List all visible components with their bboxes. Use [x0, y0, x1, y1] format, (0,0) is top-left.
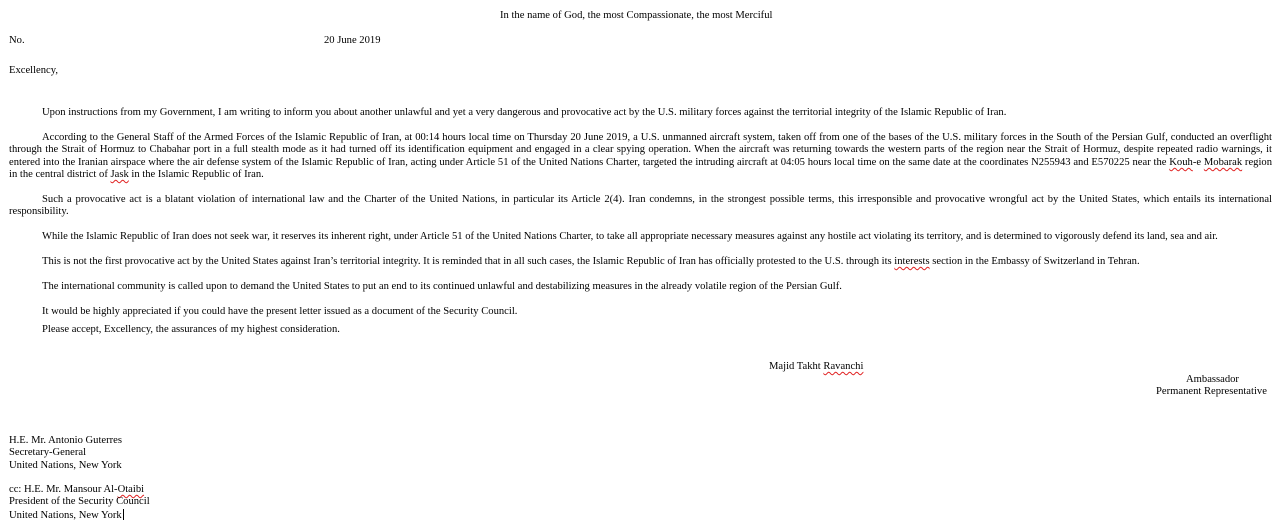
- invocation: In the name of God, the most Compassionate, the most Merciful: [500, 10, 773, 21]
- paragraph-4: While the Islamic Republic of Iran does not seek war, it reserves its inherent right, under Article 51 of the United Nations Charter, to take all appropriate necessary measures against any hostile act violating its territory, and is determined to vigorously defend its land, sea and air.: [42, 231, 1218, 242]
- misspelled-word: interests: [894, 256, 930, 267]
- paragraph-6: The international community is called upon to demand the United States to put an end to its continued unlawful and destabilizing measures in the already volatile region of the Persian Gulf.: [42, 281, 842, 292]
- addressee-block: [9, 435, 122, 472]
- misspelled-word: Mobarak: [1203, 156, 1243, 168]
- paragraph-8: Please accept, Excellency, the assurances of my highest consideration.: [42, 324, 340, 335]
- number-label: No.: [9, 35, 25, 46]
- cc-name: [9, 484, 150, 496]
- cc-name-a: cc: H.E. Mr. Mansour Al-: [9, 484, 118, 495]
- salutation: Excellency,: [9, 65, 59, 76]
- paragraph-1: Upon instructions from my Government, I am writing to inform you about another unlawful and yet a very dangerous and provocative act by the U.S. military forces against the territorial integrity of the Islamic Republic of Iran.: [42, 107, 1007, 118]
- paragraph-3: Such a provocative act is a blatant violation of international law and the Charter of the United Nations, in particular its Article 2(4). Iran condemns, in the strongest possible terms, this irresponsible and provocative wrongful act by the United States, which entails its international responsibility.: [9, 194, 1272, 218]
- paragraph-2-text-a: According to the General Staff of the Armed Forces of the Islamic Republic of Iran, at 00:14 hours local time on Thursday 20 June 2019, a U.S. unmanned aircraft system, taken off from one of the bases of the U.S. military forces in the South of the Persian Gulf, conducted an overflight through the Strait of Hormuz to Chabahar port in a full stealth mode as it had turned off its identification equipment and engaged in a clear spying operation. When the aircraft was returning towards the western parts of the region near the Strait of Hormuz, despite repeated radio warnings, it entered into the Iranian airspace where the air defense system of the Islamic Republic of Iran, acting under Article 51 of the United Nations Charter, targeted the intruding aircraft at 04:05 hours local time on the same date at the coordinates N255943 and E570225 near the: [9, 132, 1272, 168]
- paragraph-2-text-b: -e: [1192, 156, 1204, 168]
- paragraph-7: It would be highly appreciated if you could have the present letter issued as a document of the Security Council.: [42, 306, 518, 317]
- cc-block: [9, 484, 150, 522]
- cc-title: President of the Security Council: [9, 496, 150, 508]
- addressee-title: Secretary-General: [9, 447, 87, 459]
- signatory-title: Ambassador: [1186, 374, 1239, 385]
- addressee-name: H.E. Mr. Antonio Guterres: [9, 435, 122, 446]
- misspelled-word: Otaibi: [117, 484, 145, 495]
- misspelled-word: Jask: [110, 169, 129, 181]
- signatory-position: Permanent Representative: [1156, 386, 1267, 397]
- text-cursor: [123, 509, 124, 520]
- paragraph-5: [9, 256, 1272, 268]
- paragraph-2: [9, 132, 1272, 182]
- paragraph-2-text-c: region in the central district of: [9, 156, 1272, 181]
- letter-date: 20 June 2019: [324, 35, 381, 46]
- paragraph-5-text-a: This is not the first provocative act by the United States against Iran’s territorial integrity. It is reminded that in all such cases, the Islamic Republic of Iran has officially protested to the U.S. through its: [42, 256, 895, 267]
- signatory-name-first: Majid Takht: [769, 361, 824, 372]
- cc-location-text: United Nations, New York: [9, 509, 122, 521]
- paragraph-2-text-d: in the Islamic Republic of Iran.: [128, 169, 264, 181]
- misspelled-word: Kouh: [1169, 156, 1193, 168]
- cc-location[interactable]: [9, 509, 150, 522]
- signatory-name: [769, 361, 863, 373]
- misspelled-word: Ravanchi: [823, 361, 864, 372]
- paragraph-5-text-b: section in the Embassy of Switzerland in Tehran.: [929, 256, 1140, 267]
- addressee-location: United Nations, New York: [9, 459, 122, 471]
